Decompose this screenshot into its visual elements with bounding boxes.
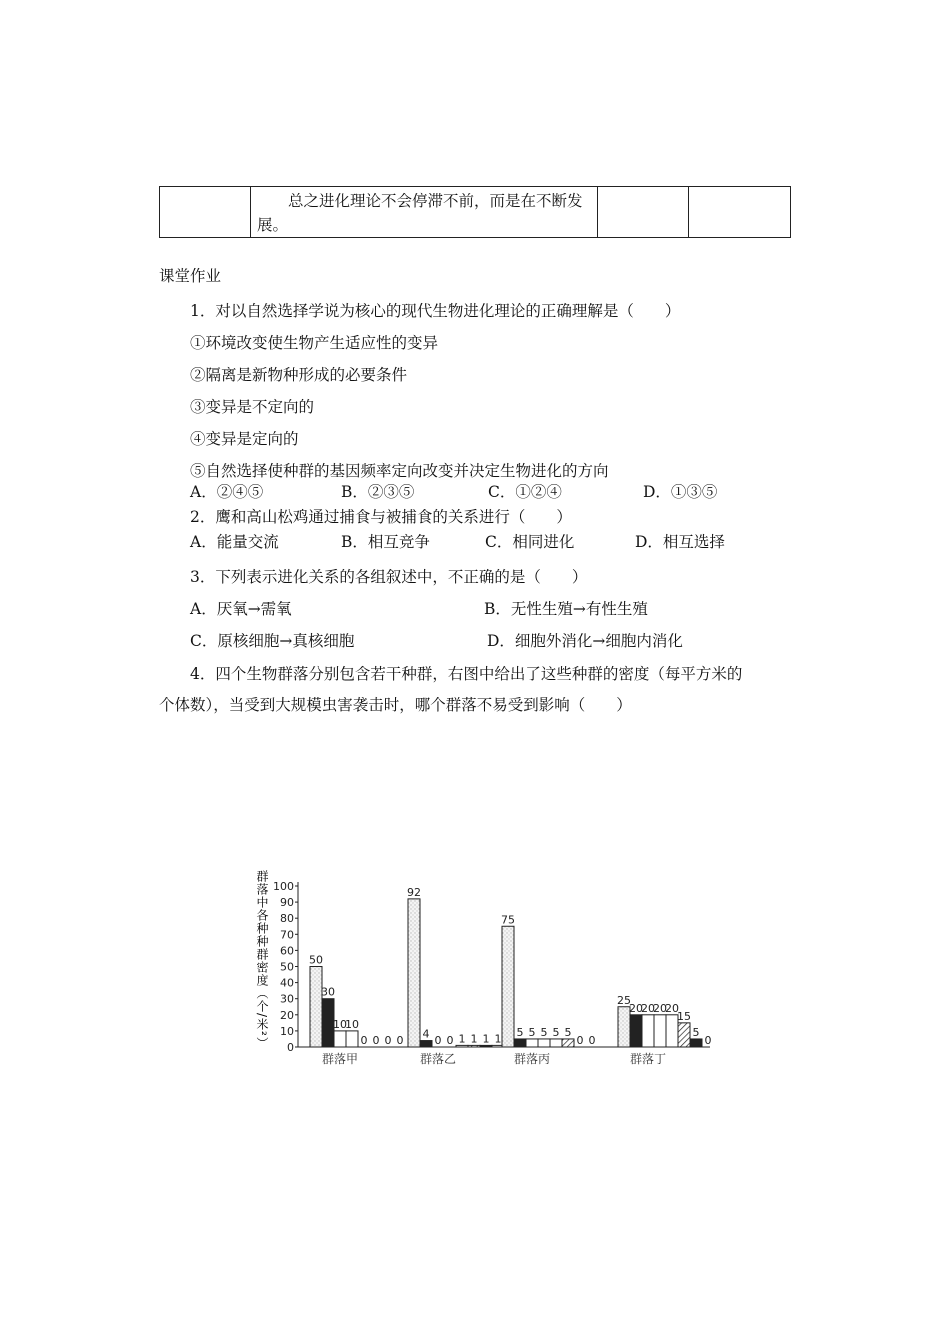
- bar: [642, 1015, 654, 1047]
- question-1-statement: ④变异是定向的: [190, 430, 299, 448]
- data-label: 0: [396, 1034, 404, 1047]
- y-tick-label: 40: [280, 976, 294, 990]
- x-category-label: 群落甲: [321, 1052, 359, 1066]
- table-cell-empty: [598, 187, 689, 238]
- data-label: 20: [629, 1001, 643, 1015]
- data-label: 0: [588, 1034, 596, 1047]
- data-label: 0: [434, 1034, 442, 1047]
- question-1-option-c: C．①②④: [488, 483, 562, 501]
- data-label: 1: [458, 1032, 466, 1046]
- data-label: 0: [576, 1034, 584, 1047]
- question-2-stem: 2．鹰和高山松鸡通过捕食与被捕食的关系进行（ ）: [190, 508, 572, 526]
- question-3-stem: 3．下列表示进化关系的各组叙述中，不正确的是（ ）: [190, 568, 588, 586]
- question-1-stem: 1．对以自然选择学说为核心的现代生物进化理论的正确理解是（ ）: [190, 302, 681, 320]
- question-3-option-b: B．无性生殖→有性生殖: [484, 600, 648, 618]
- bar: [550, 1039, 562, 1047]
- y-tick-label: 20: [280, 1008, 294, 1022]
- y-tick-label: 10: [280, 1024, 294, 1038]
- data-label: 0: [704, 1034, 712, 1047]
- y-tick-label: 70: [280, 928, 294, 942]
- bar: [630, 1015, 642, 1047]
- data-label: 10: [345, 1017, 359, 1031]
- data-label: 0: [384, 1034, 392, 1047]
- density-bar-chart: [250, 860, 720, 1080]
- bar: [654, 1015, 666, 1047]
- question-1-statement: ①环境改变使生物产生适应性的变异: [190, 334, 439, 352]
- question-3-option-d: D．细胞外消化→细胞内消化: [487, 632, 683, 650]
- data-label: 0: [372, 1034, 380, 1047]
- question-4-stem-line2: 个体数），当受到大规模虫害袭击时，哪个群落不易受到影响（ ）: [159, 696, 632, 714]
- data-label: 0: [446, 1034, 454, 1047]
- table-cell-empty: [689, 187, 791, 238]
- data-label: 10: [333, 1017, 347, 1031]
- y-tick-label: 30: [280, 992, 294, 1006]
- section-title: 课堂作业: [159, 267, 222, 285]
- y-axis-label: 群落中各种种群密度（个/米²）: [255, 870, 269, 1050]
- bar: [346, 1031, 358, 1047]
- data-label: 75: [501, 913, 515, 927]
- bar: [420, 1041, 432, 1047]
- table-cell-text: [251, 187, 598, 238]
- data-label: 92: [407, 885, 421, 899]
- y-tick-label: 0: [287, 1041, 294, 1054]
- table-row: [160, 187, 791, 238]
- bar: [678, 1023, 690, 1047]
- question-4-stem-line1: 4．四个生物群落分别包含若干种群，右图中给出了这些种群的密度（每平方米的: [190, 665, 743, 683]
- data-label: 0: [360, 1034, 368, 1047]
- question-1-statement: ②隔离是新物种形成的必要条件: [190, 366, 408, 384]
- question-2-option-b: B．相互竞争: [341, 533, 430, 551]
- question-2-option-d: D．相互选择: [635, 533, 725, 551]
- data-label: 30: [321, 985, 335, 999]
- question-1-option-d: D．①③⑤: [643, 483, 718, 501]
- data-label: 15: [677, 1009, 691, 1023]
- y-tick-label: 50: [280, 960, 294, 974]
- bar: [514, 1039, 526, 1047]
- bar: [538, 1039, 550, 1047]
- data-label: 5: [516, 1025, 524, 1039]
- bar: [526, 1039, 538, 1047]
- question-2-option-c: C．相同进化: [485, 533, 575, 551]
- data-label: 20: [665, 1001, 679, 1015]
- bar: [562, 1039, 574, 1047]
- data-label: 5: [692, 1025, 700, 1039]
- bar: [408, 899, 420, 1047]
- question-1-statement: ⑤自然选择使种群的基因频率定向改变并决定生物进化的方向: [190, 462, 609, 480]
- data-label: 4: [422, 1027, 430, 1041]
- data-label: 50: [309, 953, 323, 967]
- table-cell-empty: [160, 187, 251, 238]
- question-1-option-a: A．②④⑤: [190, 483, 264, 501]
- data-label: 1: [482, 1032, 490, 1046]
- bar: [310, 967, 322, 1048]
- question-3-option-c: C．原核细胞→真核细胞: [190, 632, 355, 650]
- data-label: 20: [653, 1001, 667, 1015]
- data-label: 5: [540, 1025, 548, 1039]
- y-tick-label: 100: [273, 880, 294, 893]
- y-tick-label: 90: [280, 896, 294, 910]
- data-label: 25: [617, 993, 631, 1007]
- data-label: 5: [564, 1025, 572, 1039]
- data-label: 5: [552, 1025, 560, 1039]
- question-1-option-b: B．②③⑤: [341, 483, 415, 501]
- data-label: 20: [641, 1001, 655, 1015]
- data-label: 1: [470, 1032, 478, 1046]
- summary-table: [159, 186, 791, 238]
- data-label: 1: [494, 1032, 502, 1046]
- data-label: 5: [528, 1025, 536, 1039]
- bar: [334, 1031, 346, 1047]
- y-tick-label: 60: [280, 944, 294, 958]
- question-3-option-a: A．厌氧→需氧: [190, 600, 292, 618]
- question-2-option-a: A．能量交流: [190, 533, 279, 551]
- x-category-label: 群落丙: [513, 1052, 551, 1066]
- x-category-label: 群落丁: [629, 1052, 667, 1066]
- x-category-label: 群落乙: [419, 1052, 457, 1066]
- bar: [690, 1039, 702, 1047]
- question-1-statement: ③变异是不定向的: [190, 398, 315, 416]
- y-tick-label: 80: [280, 912, 294, 926]
- bar: [502, 926, 514, 1047]
- summary-text: 总之进化理论不会停滞不前，而是在不断发展。: [257, 192, 583, 234]
